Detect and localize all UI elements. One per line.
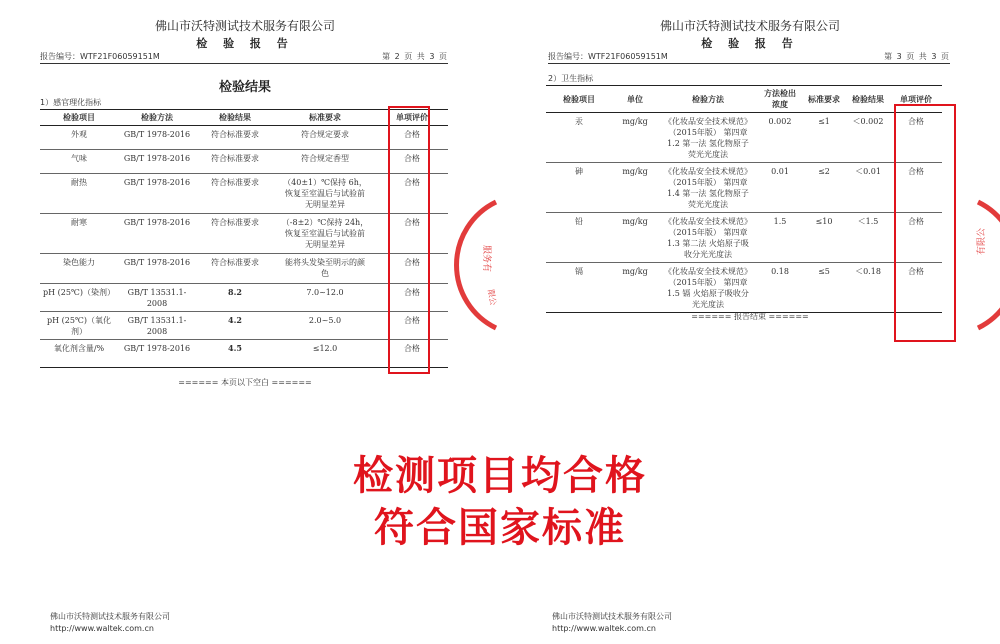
company-name: 佛山市沃特测试技术服务有限公司 (154, 19, 335, 33)
evaluation-highlight-box (894, 104, 956, 342)
cell-req: ≤5 (802, 263, 846, 313)
cell-result: 符合标准要求 (196, 214, 274, 254)
column-header: 检验结果 (846, 86, 890, 113)
cell-req: 2.0~5.0 (274, 312, 376, 340)
cell-req: 7.0~12.0 (274, 284, 376, 312)
table-row (40, 174, 448, 214)
results-title: 检验结果 (218, 80, 271, 95)
column-header: 单位 (612, 86, 658, 113)
footer-company: 佛山市沃特测试技术服务有限公司 (50, 612, 170, 621)
cell-method: GB/T 1978-2016 (118, 214, 196, 254)
banner-line-1: 检测项目均合格 (353, 453, 647, 499)
cell-item: 汞 (546, 113, 612, 163)
svg-text:服务有: 服务有 (481, 245, 491, 273)
cell-req: ≤10 (802, 213, 846, 263)
page-number: 第 3 页 共 3 页 (884, 52, 950, 61)
table-header-row (40, 110, 448, 126)
cell-item: 气味 (40, 150, 118, 174)
cell-method: 《化妆品安全技术规范》 （2015年版） 第四章 1.5 镉 火焰原子吸收分 光光度法 (658, 263, 758, 313)
table-row (40, 254, 448, 284)
cell-result: ＜1.5 (846, 213, 890, 263)
cell-unit: mg/kg (612, 163, 658, 213)
cell-req: ≤12.0 (274, 340, 376, 368)
cell-eval: 合格 (376, 126, 448, 150)
sensory-results-table (40, 109, 448, 368)
column-header: 单项评价 (890, 86, 942, 113)
cell-unit: mg/kg (612, 113, 658, 163)
cell-item: 耐寒 (40, 214, 118, 254)
footer-url: http://www.waltek.com.cn (552, 624, 656, 633)
company-name: 佛山市沃特测试技术服务有限公司 (659, 19, 840, 33)
table-row (40, 284, 448, 312)
header-divider (548, 63, 950, 64)
table-row (40, 150, 448, 174)
cell-eval: 合格 (376, 254, 448, 284)
table-row (546, 263, 942, 313)
column-header: 方法检出 浓度 (758, 86, 802, 113)
cell-item: pH (25℃)（氧化剂） (40, 312, 118, 340)
report-end-note: ====== 报告结束 ====== (691, 312, 809, 321)
cell-method: GB/T 1978-2016 (118, 340, 196, 368)
section-label: 1）感官理化指标 (40, 98, 102, 107)
cell-result: 4.5 (196, 340, 274, 368)
cell-req: 符合规定香型 (274, 150, 376, 174)
cell-result: 符合标准要求 (196, 150, 274, 174)
column-header: 单项评价 (376, 110, 448, 126)
cell-limit: 0.002 (758, 113, 802, 163)
svg-text:限公: 限公 (486, 288, 498, 307)
cell-result: ＜0.002 (846, 113, 890, 163)
cell-item: 砷 (546, 163, 612, 213)
cell-req: ≤2 (802, 163, 846, 213)
cell-eval: 合格 (376, 284, 448, 312)
cell-method: GB/T 1978-2016 (118, 126, 196, 150)
company-seal-stamp (468, 200, 496, 330)
cell-limit: 1.5 (758, 213, 802, 263)
cell-result: 符合标准要求 (196, 126, 274, 150)
column-header: 检验项目 (40, 110, 118, 126)
table-row (546, 213, 942, 263)
column-header: 检验项目 (546, 86, 612, 113)
table-row (546, 113, 942, 163)
footer-company: 佛山市沃特测试技术服务有限公司 (552, 612, 672, 621)
cell-result: 8.2 (196, 284, 274, 312)
cell-method: 《化妆品安全技术规范》 （2015年版） 第四章 1.2 第一法 氢化物原子 荧光光度法 (658, 113, 758, 163)
cell-unit: mg/kg (612, 263, 658, 313)
hygiene-results-table (546, 85, 942, 313)
footer-url: http://www.waltek.com.cn (50, 624, 154, 633)
cell-method: GB/T 13531.1-2008 (118, 312, 196, 340)
cell-item: 耐热 (40, 174, 118, 214)
cell-eval: 合格 (890, 213, 942, 263)
cell-result: 4.2 (196, 312, 274, 340)
cell-unit: mg/kg (612, 213, 658, 263)
cell-item: 铅 (546, 213, 612, 263)
cell-method: GB/T 1978-2016 (118, 254, 196, 284)
cell-eval: 合格 (890, 163, 942, 213)
table-row (40, 214, 448, 254)
table-row (40, 312, 448, 340)
cell-item: pH (25℃)（染剂） (40, 284, 118, 312)
table-row (40, 340, 448, 368)
cell-eval: 合格 (890, 113, 942, 163)
section-label: 2）卫生指标 (548, 74, 594, 83)
report-title: 检 验 报 告 (701, 37, 799, 50)
cell-eval: 合格 (376, 312, 448, 340)
column-header: 检验方法 (118, 110, 196, 126)
report-title: 检 验 报 告 (196, 37, 294, 50)
cell-item: 外观 (40, 126, 118, 150)
column-header: 检验结果 (196, 110, 274, 126)
cell-eval: 合格 (376, 214, 448, 254)
table-header-row (546, 86, 942, 113)
cell-req: （40±1）℃保持 6h， 恢复至室温后与试验前 无明显差异 (274, 174, 376, 214)
cell-result: 符合标准要求 (196, 174, 274, 214)
table-row (546, 163, 942, 213)
cell-result: 符合标准要求 (196, 254, 274, 284)
cell-eval: 合格 (376, 174, 448, 214)
cell-limit: 0.01 (758, 163, 802, 213)
page-number: 第 2 页 共 3 页 (382, 52, 448, 61)
cell-item: 镉 (546, 263, 612, 313)
column-header: 检验方法 (658, 86, 758, 113)
cell-item: 染色能力 (40, 254, 118, 284)
cell-item: 氧化剂含量/% (40, 340, 118, 368)
column-header: 标准要求 (274, 110, 376, 126)
cell-result: ＜0.18 (846, 263, 890, 313)
cell-method: 《化妆品安全技术规范》 （2015年版） 第四章 1.4 第一法 氢化物原子 荧光光度法 (658, 163, 758, 213)
cell-req: ≤1 (802, 113, 846, 163)
cell-method: GB/T 13531.1-2008 (118, 284, 196, 312)
page-end-note: ====== 本页以下空白 ====== (178, 378, 312, 387)
cell-method: 《化妆品安全技术规范》 （2015年版） 第四章 1.3 第二法 火焰原子吸 收分光光度法 (658, 213, 758, 263)
column-header: 标准要求 (802, 86, 846, 113)
cell-method: GB/T 1978-2016 (118, 174, 196, 214)
cell-method: GB/T 1978-2016 (118, 150, 196, 174)
report-number: 报告编号：WTF21F06059151M (40, 52, 160, 61)
cell-eval: 合格 (890, 263, 942, 313)
cell-limit: 0.18 (758, 263, 802, 313)
evaluation-highlight-box (388, 106, 430, 374)
cell-req: 符合规定要求 (274, 126, 376, 150)
cell-eval: 合格 (376, 150, 448, 174)
cell-req: 能将头发染至明示的颜 色 (274, 254, 376, 284)
cell-req: （-8±2）℃保持 24h， 恢复至室温后与试验前 无明显差异 (274, 214, 376, 254)
banner-line-2: 符合国家标准 (374, 505, 626, 551)
header-divider (40, 63, 448, 64)
svg-text:有限公: 有限公 (977, 227, 987, 255)
table-row (40, 126, 448, 150)
report-number: 报告编号：WTF21F06059151M (548, 52, 668, 61)
cell-eval: 合格 (376, 340, 448, 368)
cell-result: ＜0.01 (846, 163, 890, 213)
company-seal-stamp (978, 200, 1000, 330)
